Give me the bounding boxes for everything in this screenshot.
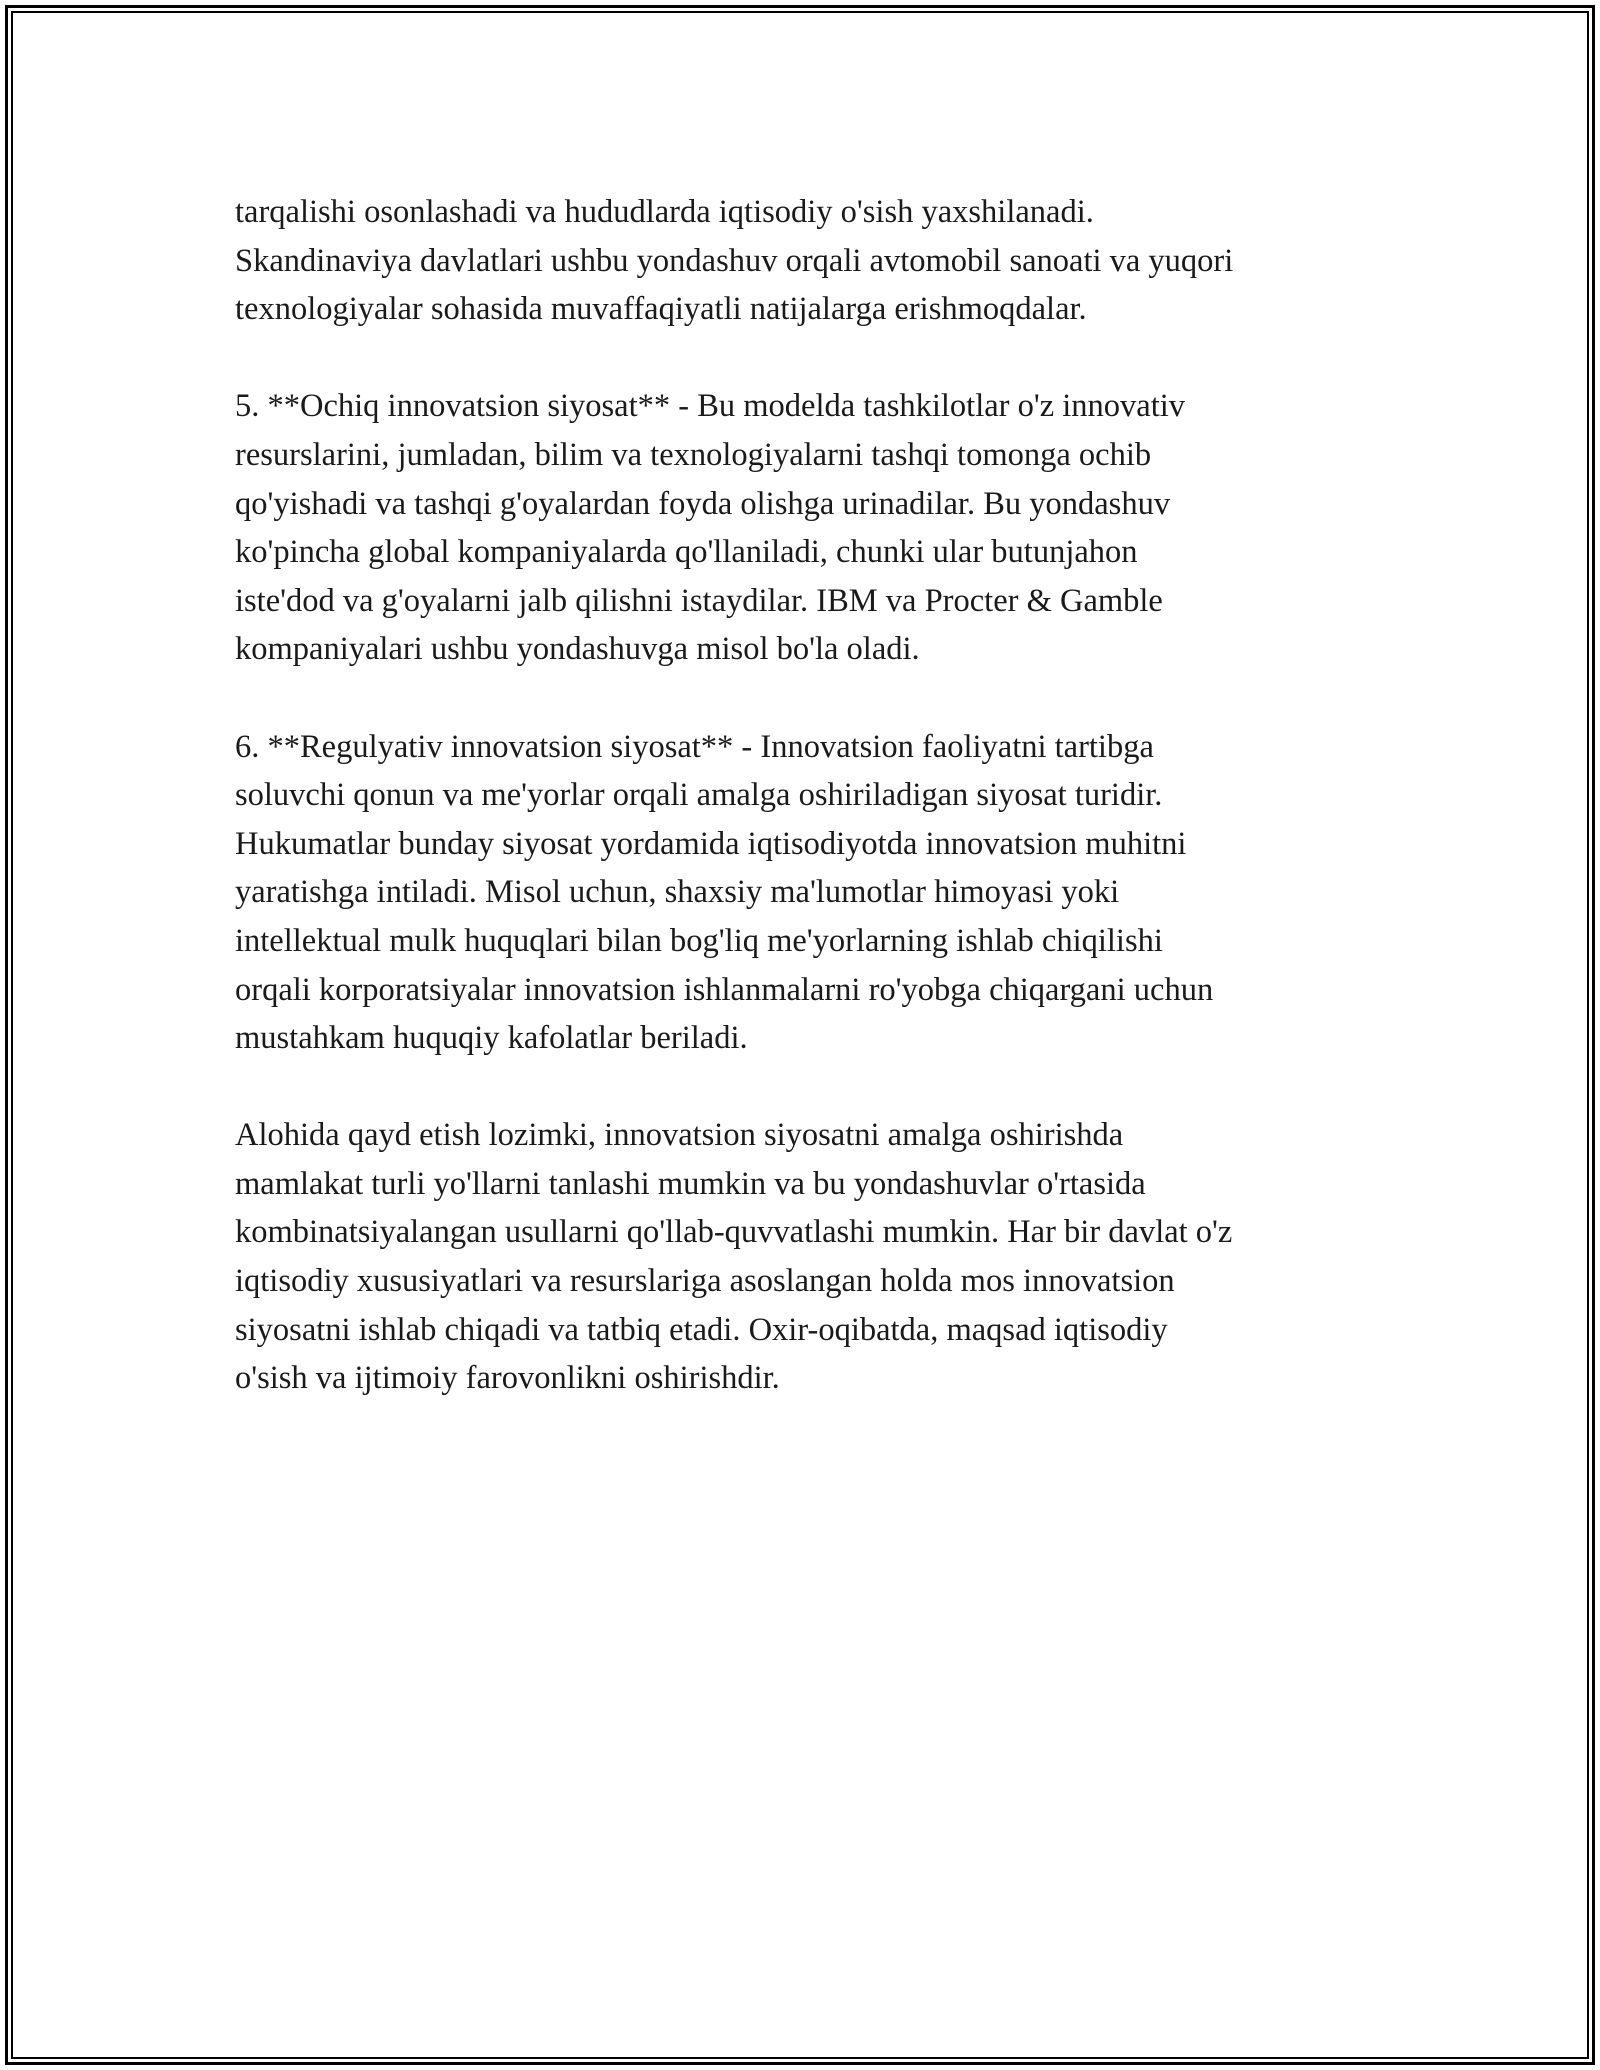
paragraph-continuation xyxy=(235,188,1375,334)
text-line: intellektual mulk huquqlari bilan bog'liq me'yorlarning ishlab chiqilishi xyxy=(235,922,1163,959)
text-line: o'sish va ijtimoiy farovonlikni oshirishdir. xyxy=(235,1360,780,1397)
text-line: Alohida qayd etish lozimki, innovatsion siyosatni amalga oshirishda xyxy=(235,1117,1124,1154)
text-line: texnologiyalar sohasida muvaffaqiyatli natijalarga erishmoqdalar. xyxy=(235,291,1087,328)
text-line: kombinatsiyalangan usullarni qo'llab-quvvatlashi mumkin. Har bir davlat o'z xyxy=(235,1214,1233,1251)
text-line: Skandinaviya davlatlari ushbu yondashuv orqali avtomobil sanoati va yuqori xyxy=(235,242,1234,279)
text-line: ko'pincha global kompaniyalarda qo'llaniladi, chunki ular butunjahon xyxy=(235,534,1138,571)
text-line: qo'yishadi va tashqi g'oyalardan foyda olishga urinadilar. Bu yondashuv xyxy=(235,485,1171,522)
text-line: 5. **Ochiq innovatsion siyosat** - Bu modelda tashkilotlar o'z innovativ xyxy=(235,388,1186,425)
text-line: mustahkam huquqiy kafolatlar beriladi. xyxy=(235,1020,748,1057)
paragraph-conclusion xyxy=(235,1111,1375,1403)
document-body xyxy=(235,188,1375,1451)
text-line: siyosatni ishlab chiqadi va tatbiq etadi. Oxir-oqibatda, maqsad iqtisodiy xyxy=(235,1311,1168,1348)
text-line: 6. **Regulyativ innovatsion siyosat** - Innovatsion faoliyatni tartibga xyxy=(235,728,1154,765)
text-line: iste'dod va g'oyalarni jalb qilishni istaydilar. IBM va Procter & Gamble xyxy=(235,582,1163,619)
paragraph-open-innovation-policy xyxy=(235,382,1375,674)
text-line: yaratishga intiladi. Misol uchun, shaxsiy ma'lumotlar himoyasi yoki xyxy=(235,874,1120,911)
text-line: Hukumatlar bunday siyosat yordamida iqtisodiyotda innovatsion muhitni xyxy=(235,825,1187,862)
text-line: resurslarini, jumladan, bilim va texnologiyalarni tashqi tomonga ochib xyxy=(235,436,1152,473)
text-line: soluvchi qonun va me'yorlar orqali amalga oshiriladigan siyosat turidir. xyxy=(235,777,1163,814)
text-line: iqtisodiy xususiyatlari va resurslariga asoslangan holda mos innovatsion xyxy=(235,1263,1175,1300)
text-line: kompaniyalari ushbu yondashuvga misol bo'la oladi. xyxy=(235,631,920,668)
text-line: orqali korporatsiyalar innovatsion ishlanmalarni ro'yobga chiqargani uchun xyxy=(235,971,1214,1008)
text-line: tarqalishi osonlashadi va hududlarda iqtisodiy o'sish yaxshilanadi. xyxy=(235,194,1094,230)
text-line: mamlakat turli yo'llarni tanlashi mumkin va bu yondashuvlar o'rtasida xyxy=(235,1165,1146,1202)
paragraph-regulatory-innovation-policy xyxy=(235,723,1375,1063)
